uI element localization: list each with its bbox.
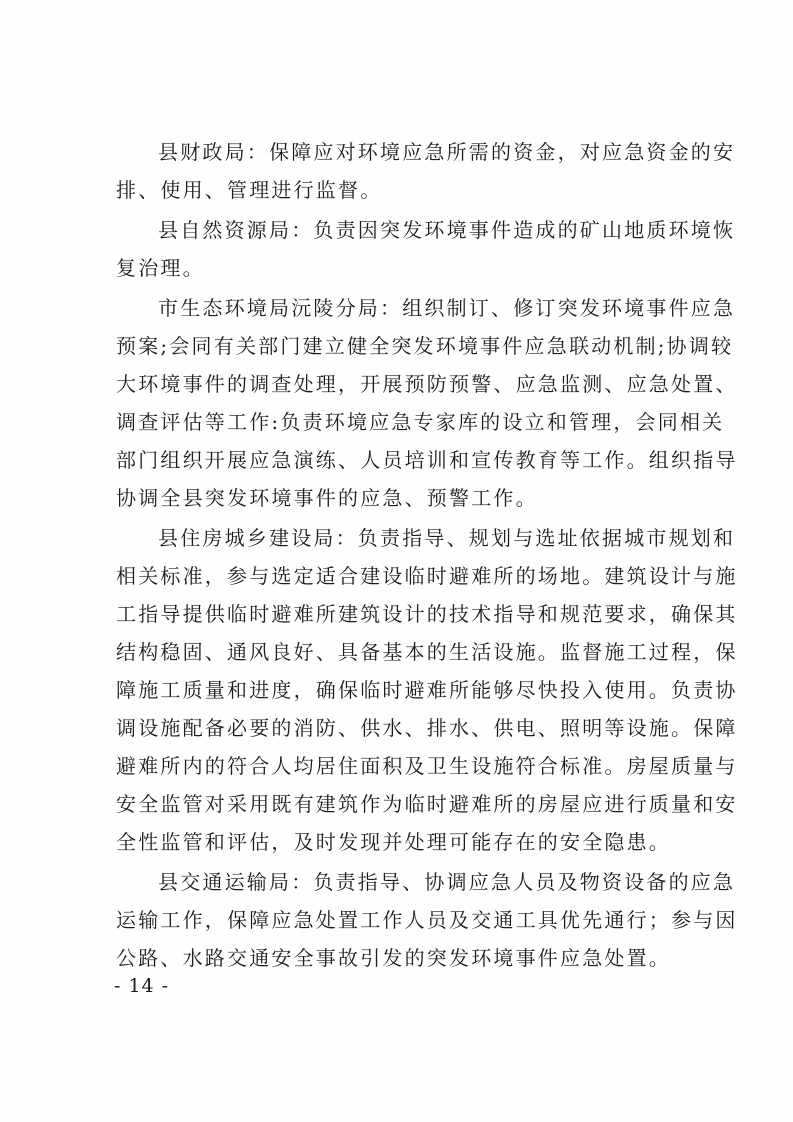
text-line: 全性监管和评估，及时发现并处理可能存在的安全隐患。 <box>116 830 671 854</box>
text-line: 调设施配备必要的消防、供水、排水、供电、照明等设施。保障 <box>116 716 738 740</box>
text-line: 市生态环境局沅陵分局：组织制订、修订突发环境事件应急 <box>158 296 736 320</box>
text-line: 排、使用、管理进行监督。 <box>116 178 383 202</box>
page-number: - 14 - <box>114 975 170 997</box>
text-line: 公路、水路交通安全事故引发的突发环境事件应急处置。 <box>116 946 671 970</box>
text-line: 运输工作，保障应急处置工作人员及交通工具优先通行；参与因 <box>116 908 738 932</box>
paragraph <box>116 519 738 861</box>
text-line: 结构稳固、通风良好、具备基本的生活设施。监督施工过程，保 <box>116 640 738 664</box>
text-line: 县自然资源局：负责因突发环境事件造成的矿山地质环境恢 <box>158 218 736 242</box>
text-line: 复治理。 <box>116 256 205 280</box>
text-line: 调查评估等工作:负责环境应急专家库的设立和管理，会同相关 <box>116 410 725 434</box>
text-line: 安全监管对采用既有建筑作为临时避难所的房屋应进行质量和安 <box>116 792 738 816</box>
text-line: 相关标准，参与选定适合建设临时避难所的场地。建筑设计与施 <box>116 564 738 588</box>
text-line: 避难所内的符合人均居住面积及卫生设施符合标准。房屋质量与 <box>116 754 738 778</box>
paragraph <box>116 289 738 517</box>
text-line: 工指导提供临时避难所建筑设计的技术指导和规范要求，确保其 <box>116 602 738 626</box>
document-body <box>116 133 738 977</box>
text-line: 障施工质量和进度，确保临时避难所能够尽快投入使用。负责协 <box>116 678 738 702</box>
paragraph <box>116 133 736 209</box>
text-line: 县住房城乡建设局：负责指导、规划与选址依据城市规划和 <box>158 526 736 550</box>
text-line: 预案;会同有关部门建立健全突发环境事件应急联动机制;协调较 <box>116 334 734 358</box>
text-line: 协调全县突发环境事件的应急、预警工作。 <box>116 486 538 510</box>
paragraph <box>116 863 738 977</box>
paragraph <box>116 211 736 287</box>
text-line: 县交通运输局：负责指导、协调应急人员及物资设备的应急 <box>158 870 736 894</box>
text-line: 县财政局：保障应对环境应急所需的资金，对应急资金的安 <box>158 140 736 164</box>
text-line: 大环境事件的调查处理，开展预防预警、应急监测、应急处置、 <box>116 372 738 396</box>
text-line: 部门组织开展应急演练、人员培训和宣传教育等工作。组织指导 <box>116 448 738 472</box>
